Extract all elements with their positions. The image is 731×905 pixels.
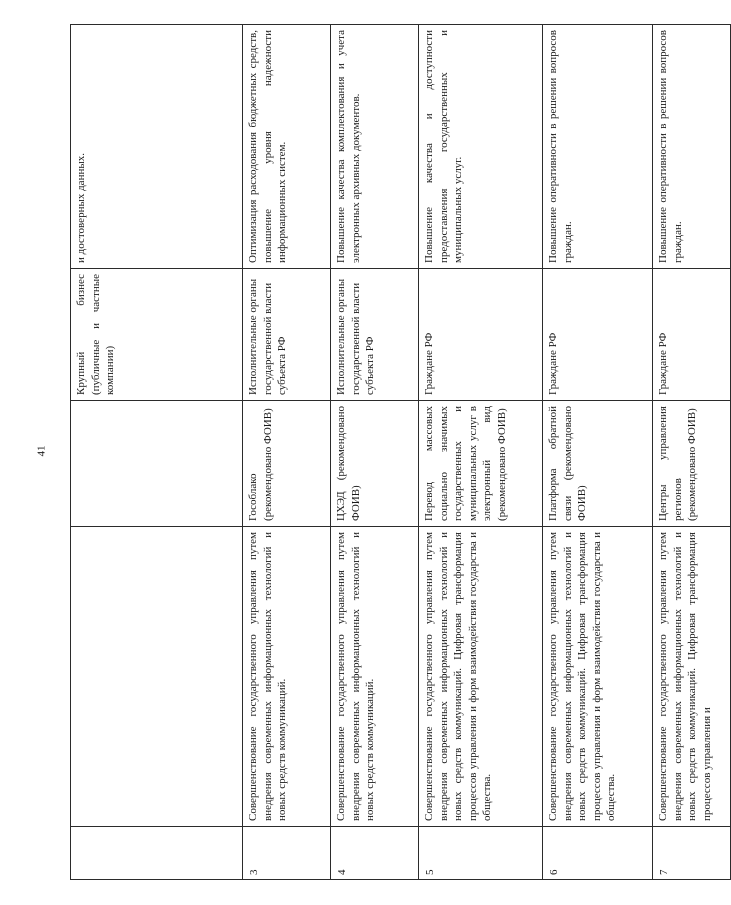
effect-cell: и достоверных данных. [70, 24, 242, 268]
measures-table [70, 24, 731, 880]
participants-cell: Граждане РФ [652, 268, 730, 400]
effect-cell: Повышение оперативности в решении вопросов граждан. [652, 24, 730, 268]
row-number: 6 [542, 826, 652, 879]
direction-cell: Совершенствование государственного управления путем внедрения современных информационных технологий и новых средств коммуникаций. [330, 526, 418, 826]
row-number: 5 [418, 826, 542, 879]
solution-cell: Гособлако (рекомендовано ФОИВ) [242, 400, 330, 526]
row-number: 4 [330, 826, 418, 879]
effect-cell: Повышение качества комплектования и учета электронных архивных документов. [330, 24, 418, 268]
table-row [542, 24, 652, 879]
solution-cell: Центры управления регионов (рекомендовано ФОИВ) [652, 400, 730, 526]
table-row [330, 24, 418, 879]
participants-cell: Исполнительные органы государственной власти субъекта РФ [330, 268, 418, 400]
direction-cell: Совершенствование государственного управления путем внедрения современных информационных технологий и новых средств коммуникаций. Цифровая трансформация процессов управления и форм взаимодействия государства и общества. [542, 526, 652, 826]
direction-cell [70, 526, 242, 826]
table-row [418, 24, 542, 879]
effect-cell: Оптимизация расходования бюджетных средств, повышение уровня надежности информационных систем. [242, 24, 330, 268]
page-number: 41 [35, 445, 48, 457]
direction-cell: Совершенствование государственного управления путем внедрения современных информационных технологий и новых средств коммуникаций. Цифровая трансформация процессов управления и [652, 526, 730, 826]
direction-cell: Совершенствование государственного управления путем внедрения современных информационных технологий и новых средств коммуникаций. Цифровая трансформация процессов управления и форм взаимодействия государства и общества. [418, 526, 542, 826]
solution-cell: Перевод массовых социально значимых государственных и муниципальных услуг в электронный вид (рекомендовано ФОИВ) [418, 400, 542, 526]
solution-cell [70, 400, 242, 526]
table-row [70, 24, 242, 879]
participants-cell: Граждане РФ [418, 268, 542, 400]
participants-cell: Исполнительные органы государственной власти субъекта РФ [242, 268, 330, 400]
row-number [70, 826, 242, 879]
solution-cell: ЦХЭД (рекомендовано ФОИВ) [330, 400, 418, 526]
participants-cell: Крупный бизнес (публичные и частные компании) [70, 268, 242, 400]
participants-cell: Граждане РФ [542, 268, 652, 400]
solution-cell: Платформа обратной связи (рекомендовано ФОИВ) [542, 400, 652, 526]
effect-cell: Повышение качества и доступности предоставления государственных и муниципальных услуг. [418, 24, 542, 268]
row-number: 3 [242, 826, 330, 879]
table-row [652, 24, 730, 879]
direction-cell: Совершенствование государственного управления путем внедрения современных информационных технологий и новых средств коммуникаций. [242, 526, 330, 826]
rotated-table-container [70, 25, 713, 880]
row-number: 7 [652, 826, 730, 879]
effect-cell: Повышение оперативности в решении вопросов граждан. [542, 24, 652, 268]
table-row [242, 24, 330, 879]
